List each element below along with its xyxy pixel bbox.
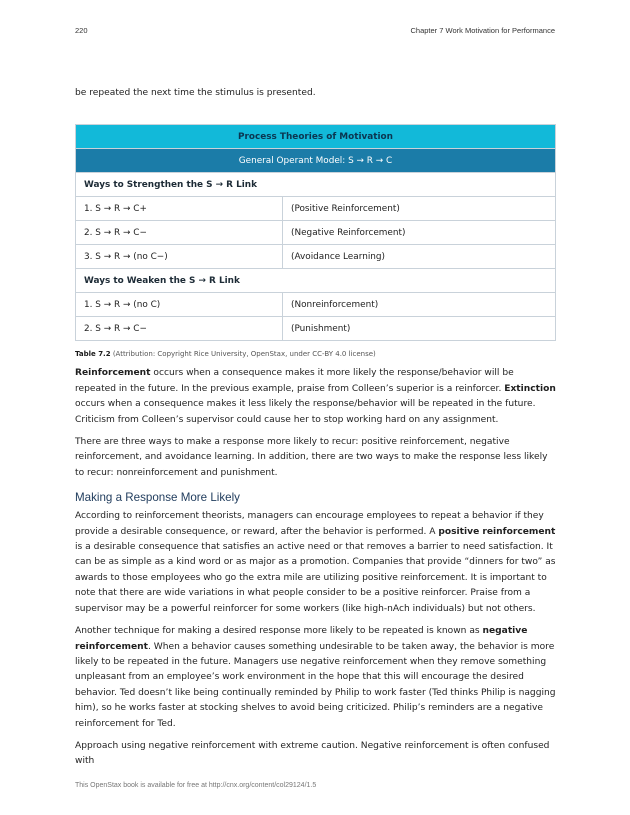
table-subtitle-row xyxy=(76,149,556,173)
model-cell: 1. S → R → C+ xyxy=(76,197,283,221)
term-positive-reinforcement: positive reinforcement xyxy=(438,526,556,537)
page-content xyxy=(75,86,556,777)
table-section-row xyxy=(76,173,556,197)
table-row xyxy=(76,197,556,221)
caption-label: Table 7.2 xyxy=(75,350,111,359)
paragraph-reinforcement: Reinforcement occurs when a consequence makes it more likely the response/behavior will be repeated in the future. In the previous example, praise from Colleen’s superior is a reinforcer. Extinction occurs when a consequence makes it less likely the response/behavior will be repeated in the future. Criticism from Colleen’s supervisor could cause her to stop working hard on any assignment. xyxy=(75,368,556,425)
page-footer: This OpenStax book is available for free at http://cnx.org/content/col29124/1.5 xyxy=(75,782,317,789)
name-cell: (Nonreinforcement) xyxy=(283,293,556,317)
term-extinction: Extinction xyxy=(504,383,556,394)
table-title-row xyxy=(76,125,556,149)
section-heading: Making a Response More Likely xyxy=(75,491,240,505)
caption-attribution: (Attribution: Copyright Rice University, OpenStax, under CC-BY 4.0 license) xyxy=(112,350,376,359)
table-subtitle: General Operant Model: S → R → C xyxy=(76,149,556,173)
name-cell: (Negative Reinforcement) xyxy=(283,221,556,245)
model-cell: 3. S → R → (no C−) xyxy=(76,245,283,269)
page-number: 220 xyxy=(75,26,88,35)
term-reinforcement: Reinforcement xyxy=(75,368,151,379)
paragraph-caution: Approach using negative reinforcement with extreme caution. Negative reinforcement is often confused with xyxy=(75,740,550,767)
lead-paragraph: be repeated the next time the stimulus is presented. xyxy=(75,88,316,98)
paragraph-negative-reinforcement: Another technique for making a desired response more likely to be repeated is known as negative reinforcement. When a behavior causes something undesirable to be taken away, the behavior is more likely to be repeated in the future. Managers use negative reinforcement when they remove something unpleasant from an employee’s work environment in the hope that this will encourage the desired behavior. Ted doesn’t like being continually reminded by Philip to work faster (Ted thinks Philip is nagging him), so he works faster at stocking shelves to avoid being criticized. Philip’s reminders are a negative reinforcement for Ted. xyxy=(75,626,556,729)
section-heading-weaken: Ways to Weaken the S → R Link xyxy=(76,269,556,293)
name-cell: (Positive Reinforcement) xyxy=(283,197,556,221)
model-cell: 2. S → R → C− xyxy=(76,317,283,341)
term-negative-reinforcement: negative reinforcement xyxy=(75,626,528,652)
table-row xyxy=(76,245,556,269)
page-header xyxy=(75,26,555,38)
table-row xyxy=(76,317,556,341)
process-theories-table xyxy=(75,124,556,341)
model-cell: 1. S → R → (no C) xyxy=(76,293,283,317)
paragraph-three-ways: There are three ways to make a response more likely to recur: positive reinforcement, negative reinforcement, and avoidance learning. In addition, there are two ways to make the response less likely to recur: nonreinforcement and punishment. xyxy=(75,437,548,478)
paragraph-positive-reinforcement: According to reinforcement theorists, managers can encourage employees to repeat a behavior if they provide a desirable consequence, or reward, after the behavior is performed. A positive reinforcement is a desirable consequence that satisfies an active need or that removes a barrier to need satisfaction. It can be as simple as a kind word or as major as a promotion. Companies that provide “dinners for two” as awards to those employees who go the extra mile are utilizing positive reinforcement. It is important to note that there are wide variations in what people consider to be a positive reinforcer. Praise from a supervisor may be a powerful reinforcer for some workers (like high-nAch individuals) but not others. xyxy=(75,511,556,614)
table-row xyxy=(76,221,556,245)
section-heading-strengthen: Ways to Strengthen the S → R Link xyxy=(76,173,556,197)
table-row xyxy=(76,293,556,317)
table-caption xyxy=(75,350,556,358)
name-cell: (Punishment) xyxy=(283,317,556,341)
name-cell: (Avoidance Learning) xyxy=(283,245,556,269)
model-cell: 2. S → R → C− xyxy=(76,221,283,245)
table-title: Process Theories of Motivation xyxy=(76,125,556,149)
table-section-row xyxy=(76,269,556,293)
chapter-title: Chapter 7 Work Motivation for Performance xyxy=(410,26,555,35)
